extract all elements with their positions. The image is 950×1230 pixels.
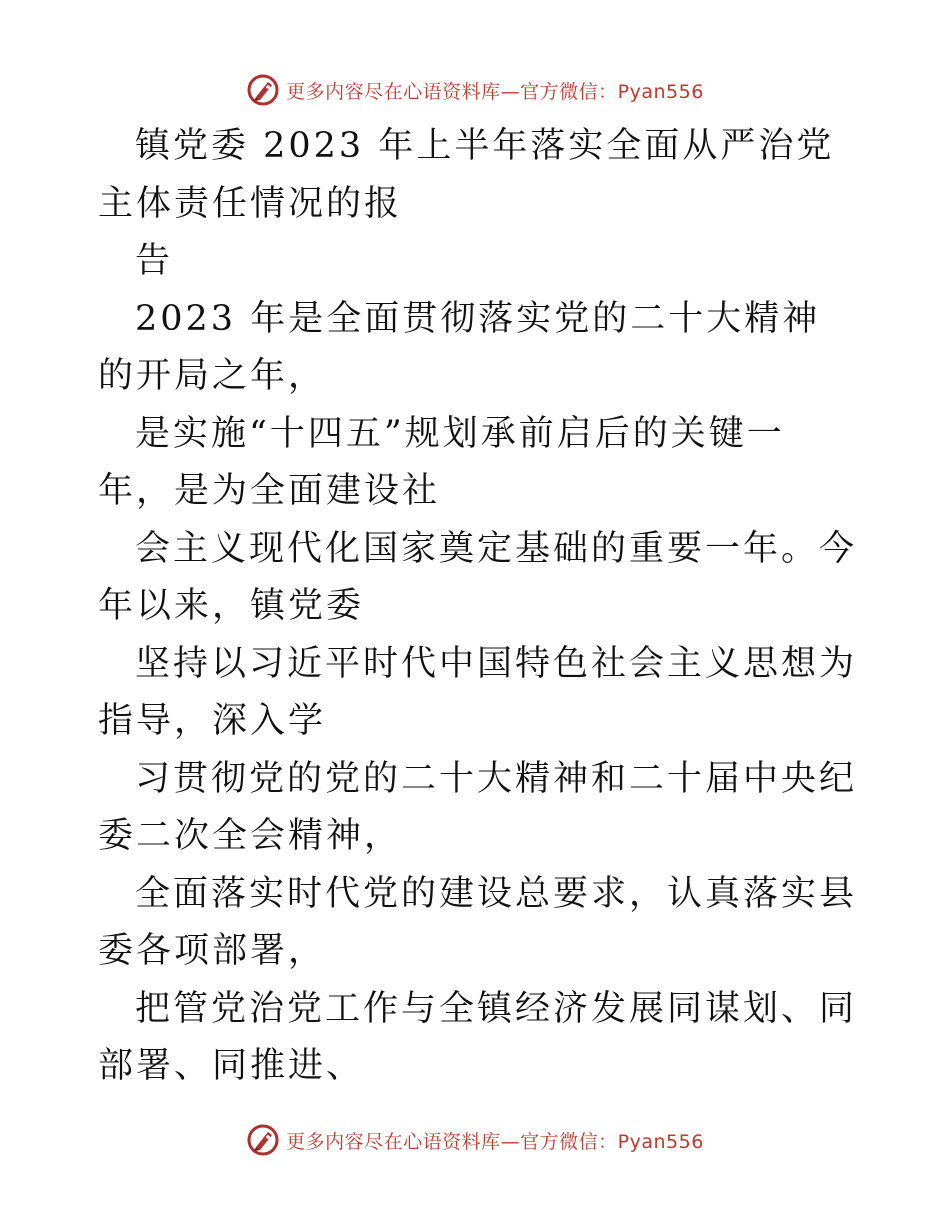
- doc-paragraph: 会主义现代化国家奠定基础的重要一年。今年以来，镇党委: [98, 528, 858, 626]
- doc-paragraph: 把管党治党工作与全镇经济发展同谋划、同部署、同推进、: [98, 988, 858, 1086]
- doc-paragraph: 镇党委 2023 年上半年落实全面从严治党主体责任情况的报: [98, 126, 835, 224]
- document-body: [98, 118, 858, 1096]
- fountain-pen-logo-icon: [246, 73, 280, 107]
- doc-paragraph: 2023 年是全面贯彻落实党的二十大精神的开局之年，: [98, 298, 821, 396]
- doc-paragraph: 是实施“十四五”规划承前启后的关键一年，是为全面建设社: [98, 413, 785, 511]
- footer-banner: [0, 1120, 950, 1160]
- doc-paragraph: 习贯彻党的党的二十大精神和二十届中央纪委二次全会精神，: [98, 758, 858, 856]
- doc-paragraph: 坚持以习近平时代中国特色社会主义思想为指导，深入学: [98, 643, 858, 741]
- doc-paragraph: 告: [135, 241, 174, 281]
- header-banner-text: 更多内容尽在心语资料库—官方微信：Pyan556: [286, 80, 704, 103]
- doc-paragraph: 全面落实时代党的建设总要求，认真落实县委各项部署，: [98, 873, 858, 971]
- fountain-pen-logo-icon: [246, 1123, 280, 1157]
- header-banner: [0, 70, 950, 110]
- footer-banner-text: 更多内容尽在心语资料库—官方微信：Pyan556: [286, 1130, 704, 1153]
